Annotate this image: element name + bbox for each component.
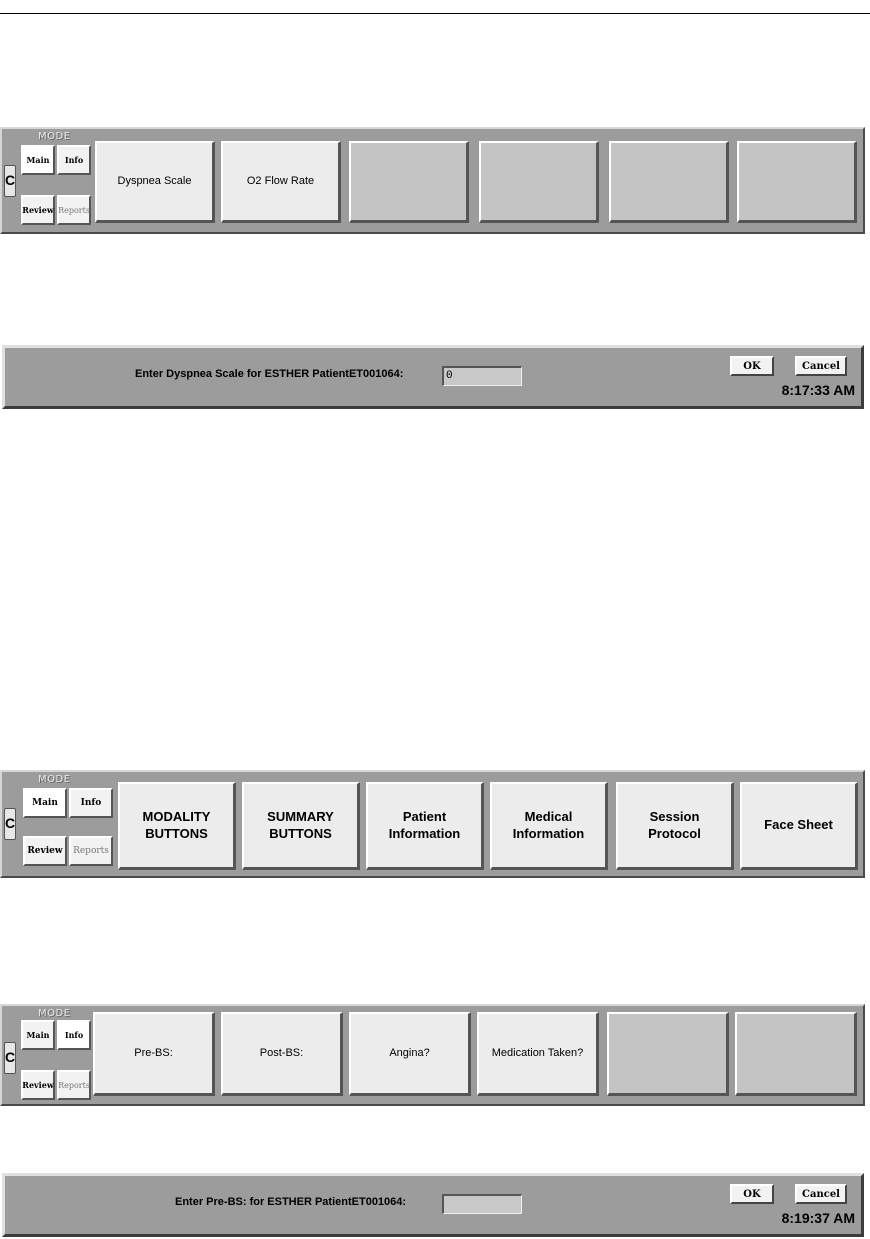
collapse-tab-handle[interactable]: C <box>4 808 16 840</box>
dyspnea-scale-button[interactable]: Dyspnea Scale <box>95 141 215 223</box>
mode-review-button[interactable]: Review <box>21 195 55 225</box>
mode-reports-button[interactable]: Reports <box>57 1070 91 1100</box>
cancel-button[interactable]: Cancel <box>795 356 847 376</box>
mode-info-button[interactable]: Info <box>69 788 113 818</box>
collapse-tab-handle[interactable]: C <box>4 165 16 197</box>
medical-information-button[interactable]: Medical Information <box>490 782 608 870</box>
session-protocol-button[interactable]: Session Protocol <box>616 782 734 870</box>
mode-info-button[interactable]: Info <box>57 145 91 175</box>
angina-button[interactable]: Angina? <box>349 1012 471 1096</box>
pre-bs-button[interactable]: Pre-BS: <box>93 1012 215 1096</box>
empty-button <box>479 141 599 223</box>
pre-bs-input[interactable] <box>442 1194 522 1214</box>
empty-button <box>607 1012 729 1096</box>
toolbar-main <box>0 770 865 878</box>
pre-bs-entry-bar <box>2 1173 864 1237</box>
entry-prompt: Enter Dyspnea Scale for ESTHER PatientET001064: <box>135 368 404 380</box>
collapse-tab-handle[interactable]: C <box>4 1042 16 1074</box>
mode-info-button[interactable]: Info <box>57 1020 91 1050</box>
empty-button <box>737 141 857 223</box>
ok-button[interactable]: OK <box>730 1184 774 1204</box>
empty-button <box>735 1012 857 1096</box>
mode-label: MODE <box>38 774 71 785</box>
top-rule <box>0 13 870 14</box>
mode-panel <box>4 774 109 872</box>
o2-flow-rate-button[interactable]: O2 Flow Rate <box>221 141 341 223</box>
mode-panel <box>4 1008 96 1106</box>
face-sheet-button[interactable]: Face Sheet <box>740 782 858 870</box>
medication-taken-button[interactable]: Medication Taken? <box>477 1012 599 1096</box>
toolbar-dyspnea <box>0 127 865 234</box>
mode-reports-button[interactable]: Reports <box>57 195 91 225</box>
mode-review-button[interactable]: Review <box>21 1070 55 1100</box>
mode-review-button[interactable]: Review <box>23 836 67 866</box>
clock-time: 8:19:37 AM <box>781 1210 855 1226</box>
mode-label: MODE <box>38 131 71 142</box>
mode-main-button[interactable]: Main <box>21 1020 55 1050</box>
ok-button[interactable]: OK <box>730 356 774 376</box>
empty-button <box>349 141 469 223</box>
patient-information-button[interactable]: Patient Information <box>366 782 484 870</box>
clock-time: 8:17:33 AM <box>781 382 855 398</box>
empty-button <box>609 141 729 223</box>
mode-main-button[interactable]: Main <box>21 145 55 175</box>
dyspnea-scale-input[interactable]: 0 <box>442 366 522 386</box>
entry-prompt: Enter Pre-BS: for ESTHER PatientET001064: <box>175 1196 407 1208</box>
summary-buttons-button[interactable]: SUMMARY BUTTONS <box>242 782 360 870</box>
mode-main-button[interactable]: Main <box>23 788 67 818</box>
post-bs-button[interactable]: Post-BS: <box>221 1012 343 1096</box>
toolbar-blood-sugar <box>0 1004 865 1106</box>
dyspnea-entry-bar <box>2 345 864 409</box>
modality-buttons-button[interactable]: MODALITY BUTTONS <box>118 782 236 870</box>
mode-panel <box>4 131 96 229</box>
cancel-button[interactable]: Cancel <box>795 1184 847 1204</box>
mode-label: MODE <box>38 1008 71 1019</box>
mode-reports-button[interactable]: Reports <box>69 836 113 866</box>
